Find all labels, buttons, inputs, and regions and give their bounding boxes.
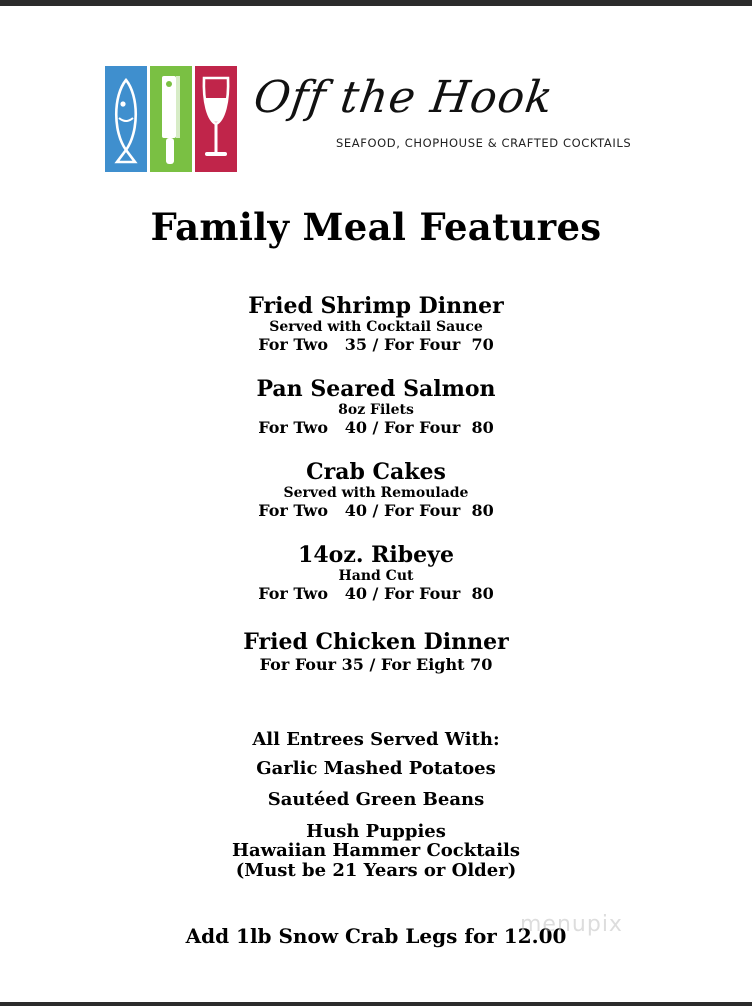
logo-tile-blue: [105, 66, 147, 172]
item-name: Pan Seared Salmon: [256, 376, 496, 402]
item-name: Crab Cakes: [306, 459, 446, 485]
logo-tile-green: [150, 66, 192, 172]
menu-item: [0, 630, 752, 674]
item-name: Fried Shrimp Dinner: [248, 293, 504, 319]
side-item: Garlic Mashed Potatoes: [256, 758, 496, 779]
menu-item: [0, 460, 752, 520]
logo-wordmark: Off the Hook: [250, 72, 557, 123]
item-name: 14oz. Ribeye: [298, 542, 454, 568]
item-description: Hand Cut: [338, 568, 414, 584]
item-description: 8oz Filets: [338, 402, 414, 418]
add-on-offer: Add 1lb Snow Crab Legs for 12.00: [185, 924, 567, 948]
menu-item: [0, 294, 752, 354]
menu-item: [0, 543, 752, 603]
item-price: For Two 40 / For Four 80: [258, 501, 494, 520]
side-item: (Must be 21 Years or Older): [235, 860, 517, 881]
item-price: For Two 40 / For Four 80: [258, 584, 494, 603]
logo-tile-red: [195, 66, 237, 172]
page-title: Family Meal Features: [150, 205, 602, 249]
side-item: Hawaiian Hammer Cocktails: [231, 840, 521, 861]
wine-glass-icon: [195, 66, 237, 172]
item-price: For Two 35 / For Four 70: [258, 335, 494, 354]
logo-tagline: SEAFOOD, CHOPHOUSE & CRAFTED COCKTAILS: [336, 136, 632, 150]
cleaver-icon: [150, 66, 192, 172]
restaurant-logo: [105, 66, 645, 174]
bottom-border: [0, 1002, 752, 1006]
item-price: For Four 35 / For Eight 70: [259, 655, 493, 674]
sides-heading: All Entrees Served With:: [252, 729, 500, 750]
side-item: Hush Puppies: [306, 821, 446, 842]
top-border: [0, 0, 752, 6]
menu-item: [0, 377, 752, 437]
item-description: Served with Remoulade: [283, 485, 469, 501]
side-item: Sautéed Green Beans: [267, 789, 485, 810]
item-description: Served with Cocktail Sauce: [269, 319, 483, 335]
watermark: menupix: [520, 912, 623, 937]
item-name: Fried Chicken Dinner: [243, 629, 509, 655]
fish-icon: [105, 66, 147, 172]
item-price: For Two 40 / For Four 80: [258, 418, 494, 437]
